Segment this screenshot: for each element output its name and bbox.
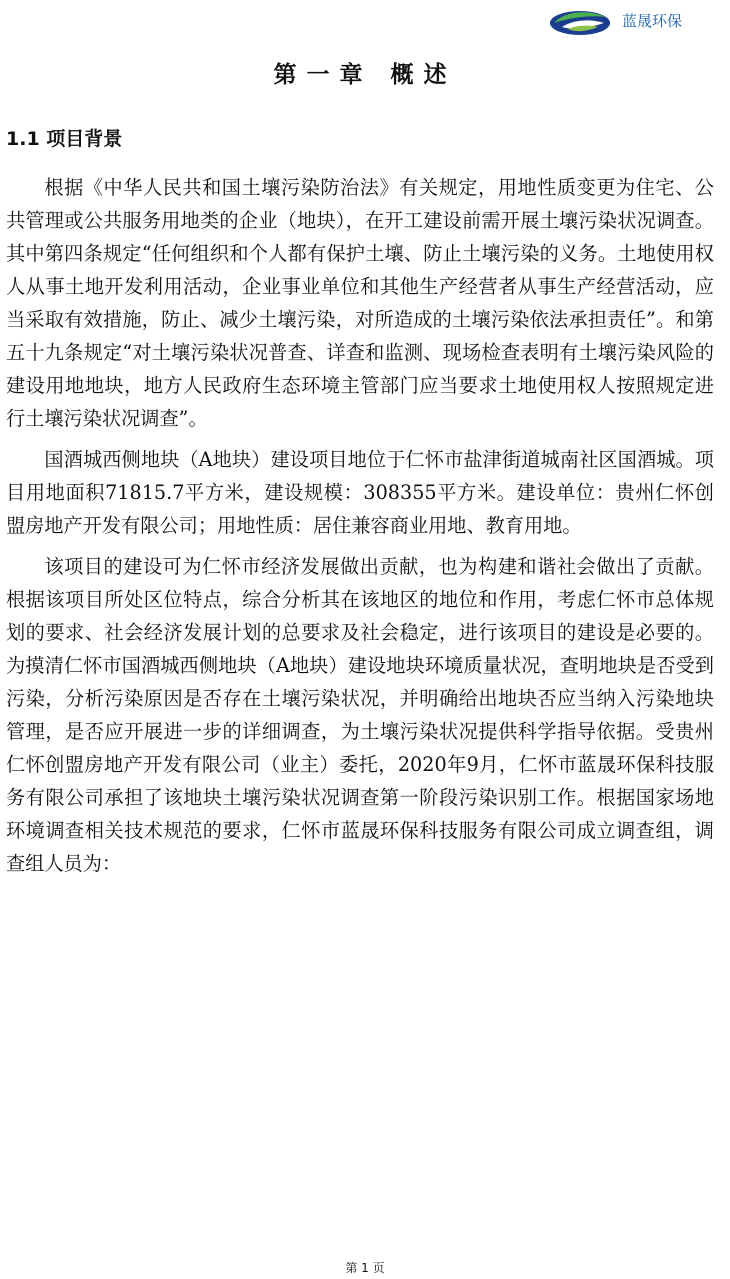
- paragraph: 根据《中华人民共和国土壤污染防治法》有关规定，用地性质变更为住宅、公共管理或公共服务用地类的企业（地块），在开工建设前需开展土壤污染状况调查。其中第四条规定“任何组织和个人都有保护土壤、防止土壤污染的义务。土地使用权人从事土地开发利用活动，企业事业单位和其他生产经营者从事生产经营活动，应当采取有效措施，防止、减少土壤污染，对所造成的土壤污染依法承担责任”。和第五十九条规定“对土壤污染状况普查、详查和监测、现场检查表明有土壤污染风险的建设用地地块，地方人民政府生态环境主管部门应当要求土地使用权人按照规定进行土壤污染状况调查”。: [6, 176, 714, 430]
- lansheng-logo-icon: [548, 5, 612, 37]
- page-number: 第 1 页: [345, 1261, 385, 1275]
- paragraph: 国酒城西侧地块（A地块）建设项目地位于仁怀市盐津街道城南社区国酒城。项目用地面积71815.7平方米，建设规模：308355平方米。建设单位：贵州仁怀创盟房地产开发有限公司；用地性质：居住兼容商业用地、教育用地。: [6, 448, 714, 537]
- page-header: [0, 0, 730, 42]
- chapter-title: 第一章 概述: [273, 62, 457, 88]
- body-text: [6, 171, 714, 888]
- paragraph: 该项目的建设可为仁怀市经济发展做出贡献，也为构建和谐社会做出了贡献。根据该项目所处区位特点，综合分析其在该地区的地位和作用，考虑仁怀市总体规划的要求、社会经济发展计划的总要求及社会稳定，进行该项目的建设是必要的。为摸清仁怀市国酒城西侧地块（A地块）建设地块环境质量状况，查明地块是否受到污染，分析污染原因是否存在土壤污染状况，并明确给出地块否应当纳入污染地块管理，是否应开展进一步的详细调查，为土壤污染状况提供科学指导依据。受贵州仁怀创盟房地产开发有限公司（业主）委托，2020年9月，仁怀市蓝晟环保科技服务有限公司承担了该地块土壤污染状况调查第一阶段污染识别工作。根据国家场地环境调查相关技术规范的要求，仁怀市蓝晟环保科技服务有限公司成立调查组，调查组人员为：: [6, 555, 714, 875]
- section-title: 1.1 项目背景: [6, 128, 123, 150]
- company-name: 蓝晟环保: [622, 12, 683, 30]
